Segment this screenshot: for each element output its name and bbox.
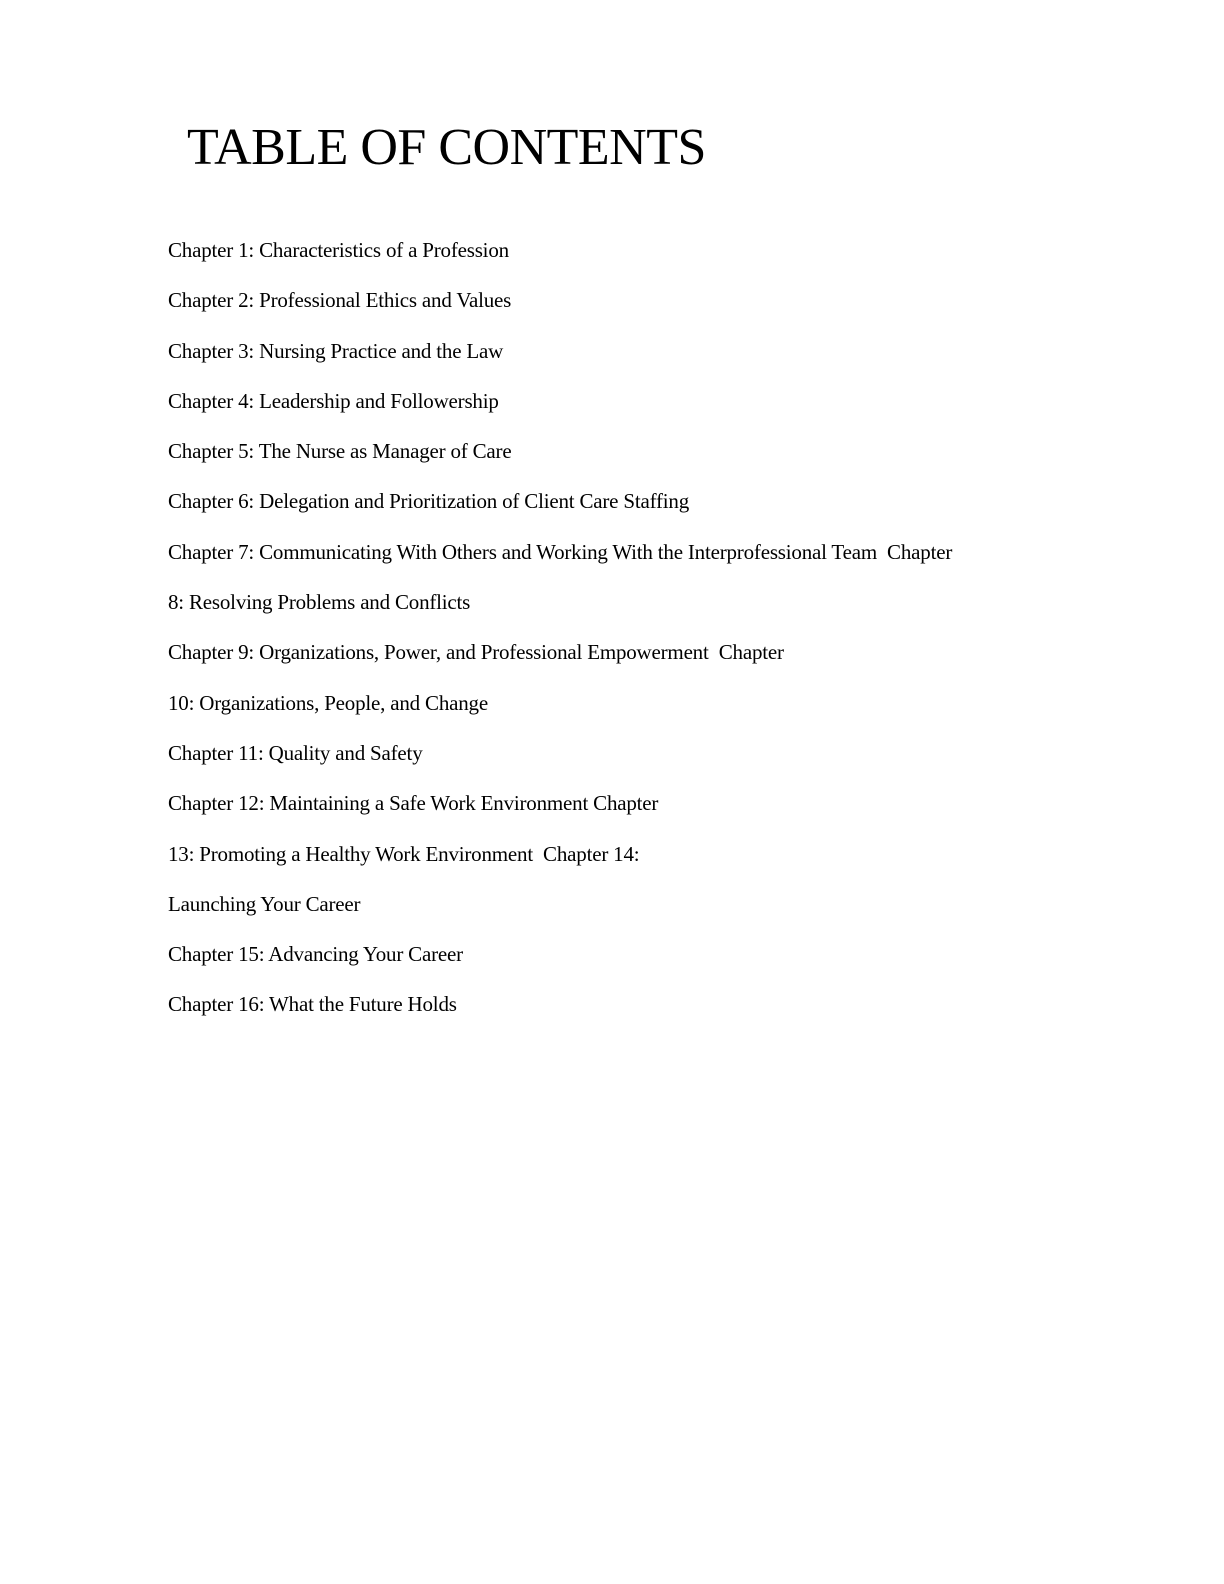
toc-line: Chapter 1: Characteristics of a Profession: [168, 238, 509, 262]
toc-line: 10: Organizations, People, and Change: [168, 690, 488, 715]
toc-line: Chapter 2: Professional Ethics and Values: [168, 288, 512, 313]
page-title: TABLE OF CONTENTS: [187, 119, 706, 176]
toc-line: Launching Your Career: [168, 891, 361, 916]
toc-line: 13: Promoting a Healthy Work Environment Chapter 14:: [168, 841, 640, 866]
toc-line: Chapter 3: Nursing Practice and the Law: [168, 338, 504, 363]
toc-line: Chapter 11: Quality and Safety: [168, 740, 423, 765]
toc-line: Chapter 5: The Nurse as Manager of Care: [168, 439, 512, 464]
toc-list: [168, 236, 952, 1041]
toc-line: Chapter 4: Leadership and Followership: [168, 388, 499, 413]
toc-line: Chapter 9: Organizations, Power, and Professional Empowerment Chapter: [168, 640, 784, 665]
toc-line: Chapter 12: Maintaining a Safe Work Environment Chapter: [168, 791, 659, 816]
toc-line: Chapter 6: Delegation and Prioritization of Client Care Staffing: [168, 489, 690, 514]
toc-line: 8: Resolving Problems and Conflicts: [168, 590, 471, 615]
toc-line: Chapter 7: Communicating With Others and Working With the Interprofessional Team Chapter: [168, 539, 953, 564]
toc-line: Chapter 15: Advancing Your Career: [168, 942, 463, 967]
toc-line: Chapter 16: What the Future Holds: [168, 992, 457, 1017]
